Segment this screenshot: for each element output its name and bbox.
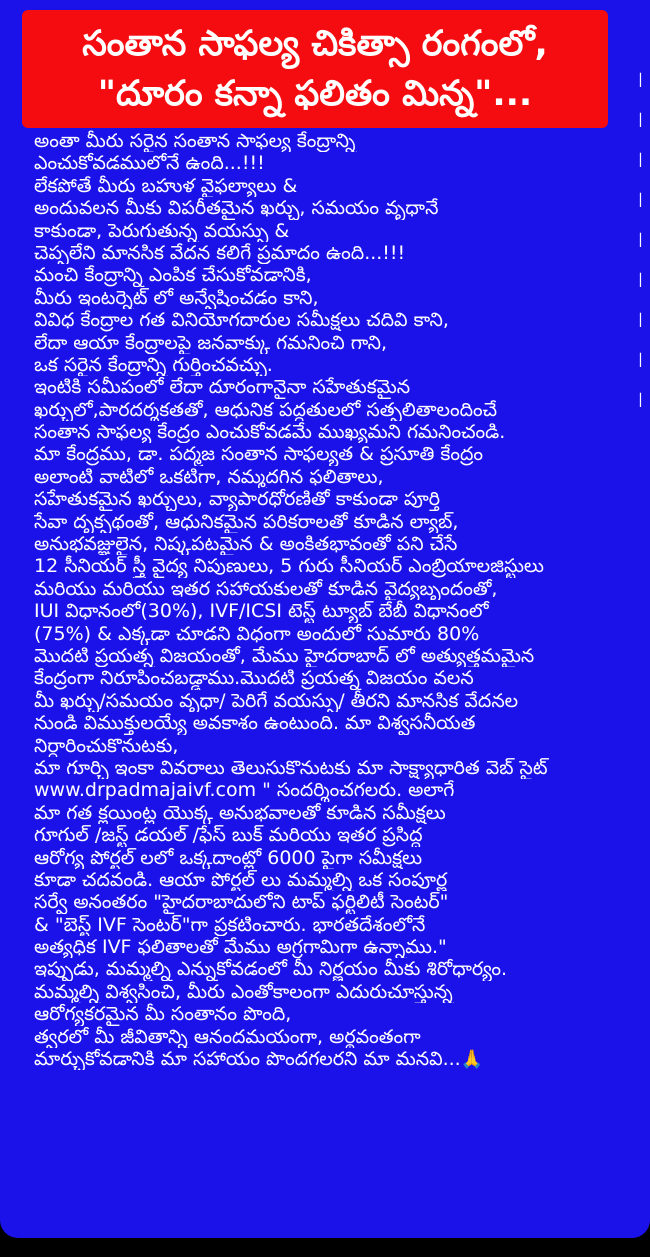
body-line: అత్యధిక IVF ఫలితాలతో మేము అగ్రగామిగా ఉన్నాము.": [34, 936, 447, 959]
side-mark: ▏: [640, 313, 650, 327]
side-mark: ▏: [640, 273, 650, 287]
body-line: లేదా ఆయా కేంద్రాలపై జనవాక్కు గమనించి గాని,: [34, 331, 388, 354]
body-line: మమ్మల్ని విశ్వసించి, మీరు ఎంతోకాలంగా ఎదురుచూస్తున్న: [34, 980, 453, 1003]
body-line: చెప్పలేని మానసిక వేదన కలిగే ప్రమాదం ఉంది...!!!: [34, 241, 406, 264]
headline-line-2: "దూరం కన్నా ఫలితం మిన్న"...: [97, 74, 533, 114]
side-mark: ▏: [640, 193, 650, 207]
body-line: కేంద్రంగా నిరూపించబడ్డాము.మొదటి ప్రయత్న విజయం వలన: [34, 667, 474, 690]
body-line: వివిధ కేంద్రాల గత వినియోగదారుల సమీక్షలు చదివి కాని,: [34, 309, 449, 332]
body-line: అనుభవజ్ఞులైన, నిష్కపటమైన & అంకితభావంతో పని చేసే: [34, 533, 458, 556]
body-line: సహేతుకమైన ఖర్చులు, వ్యాపారధోరణితో కాకుండా పూర్తి: [34, 488, 440, 511]
body-line: ఒక సరైన కేంద్రాన్ని గుర్తించవచ్చు.: [34, 353, 273, 376]
body-line: లేకపోతే మీరు బహుళ వైఫల్యాలు &: [34, 174, 298, 197]
body-line: త్వరలో మీ జీవితాన్ని ఆనందమయంగా, అర్థవంతంగా: [34, 1025, 421, 1048]
website-line: www.drpadmajaivf.com " సందర్శించగలరు. అలాగే: [34, 779, 455, 802]
body-line: సర్వే అనంతరం "హైదరాబాదులోని టాప్ ఫర్టిలిటీ సెంటర్": [34, 891, 449, 914]
body-line: అంతా మీరు సరైన సంతాన సాఫల్య కేంద్రాన్ని: [34, 130, 356, 152]
body-line: అందువలన మీకు విపరీతమైన ఖర్చు, సమయం వృధానే: [34, 197, 439, 220]
body-line: IUI విధానంలో(30%), IVF/ICSI టెస్ట్ ట్యూబ్ బేబీ విధానంలో: [34, 600, 489, 623]
body-line: మరియు మరియు ఇతర సహాయకులతో కూడిన వైద్యబృందంతో,: [34, 577, 498, 600]
side-mark: ▏: [640, 113, 650, 127]
body-line: సంతాన సాఫల్య కేంద్రం ఎంచుకోవడమే ముఖ్యమని గమనించండి.: [34, 421, 506, 444]
body-line: 12 సీనియర్ స్త్రీ వైద్య నిపుణులు, 5 గురు సీనియర్ ఎంబ్రియాలజిస్టులు: [34, 555, 544, 578]
body-line: అలాంటి వాటిలో ఒకటిగా, నమ్మదగిన ఫలితాలు,: [34, 465, 384, 488]
body-line: నుండి విముక్తులయ్యే అవకాశం ఉంటుంది. మా విశ్వసనీయత: [34, 712, 476, 735]
cropped-side-strip: [640, 60, 650, 480]
body-line: ఆరోగ్య పోర్టల్ లలో ఒక్కదాంట్లో 6000 పైగా సమీక్షలు: [34, 846, 423, 869]
body-line: ఆరోగ్యకరమైన మీ సంతానం పొంది,: [34, 1003, 292, 1026]
side-mark: ▏: [640, 353, 650, 367]
body-line: ఇప్పుడు, మమ్మల్ని ఎన్నుకోవడంలో మీ నిర్ణయం మీకు శిరోధార్యం.: [34, 958, 508, 981]
body-line: సేవా దృక్పథంతో, ఆధునికమైన పరికరాలతో కూడిన ల్యాబ్,: [34, 510, 459, 533]
side-mark: ▏: [640, 153, 650, 167]
folded-hands-icon: 🙏: [460, 1049, 484, 1071]
closing-line: [34, 1048, 634, 1070]
headline-banner: [22, 10, 608, 128]
body-line: మీరు ఇంటర్నెట్ లో అన్వేషించడం కాని,: [34, 286, 319, 309]
body-line: మా గూర్చి ఇంకా వివరాలు తెలుసుకొనుటకు మా సాక్ష్యాధారిత వెబ్ సైట్: [34, 756, 548, 779]
body-line: నిర్ధారించుకొనుటకు,: [34, 734, 179, 757]
side-mark: ▏: [640, 73, 650, 87]
body-line: కాకుండా, పెరుగుతున్న వయస్సు &: [34, 219, 290, 242]
body-line: మీ ఖర్చు/సమయం వృధా/ పెరిగే వయస్సు/ తీరని మానసిక వేదనల: [34, 689, 519, 712]
body-line: కూడా చదవండి. ఆయా పోర్టల్ లు మమ్మల్ని ఒక సంపూర్ణ: [34, 868, 448, 891]
body-text: [34, 130, 634, 1070]
side-mark: ▏: [640, 393, 650, 407]
body-line: మా కేంద్రము, డా. పద్మజ సంతాన సాఫల్యత & ప్రసూతి కేంద్రం: [34, 443, 483, 466]
side-mark: ▏: [640, 233, 650, 247]
body-line: ఖర్చులో,పారదర్శకతతో, ఆధునిక పద్ధతులలో సత్ఫలితాలందించే: [34, 398, 498, 421]
body-line: మంచి కేంద్రాన్ని ఎంపిక చేసుకోవడానికి,: [34, 264, 312, 287]
body-line: ఇంటికి సమీపంలో లేదా దూరంగానైనా సహేతుకమైన: [34, 376, 411, 399]
closing-text: మార్చుకోవడానికి మా సహాయం పొందగలరని మా మనవి...: [34, 1048, 461, 1071]
body-line: & "బెస్ట్ IVF సెంటర్"గా ప్రకటించారు. భారతదేశంలోనే: [34, 913, 426, 936]
body-line: ఎంచుకోవడములోనే ఉంది...!!!: [34, 152, 265, 175]
body-line: (75%) & ఎక్కడా చూడని విధంగా అందులో సుమారు 80%: [34, 622, 480, 645]
body-line: మా గత క్లయింట్ల యొక్క అనుభవాలతో కూడిన సమీక్షలు: [34, 801, 446, 824]
body-line: గూగుల్ /జస్ట్ డయల్ /ఫేస్ బుక్ మరియు ఇతర ప్రసిద్ధ: [34, 824, 423, 847]
headline-line-1: సంతాన సాఫల్య చికిత్సా రంగంలో,: [82, 24, 548, 64]
body-line: మొదటి ప్రయత్న విజయంతో, మేము హైదరాబాద్ లో అత్యుత్తమమైన: [34, 644, 535, 667]
